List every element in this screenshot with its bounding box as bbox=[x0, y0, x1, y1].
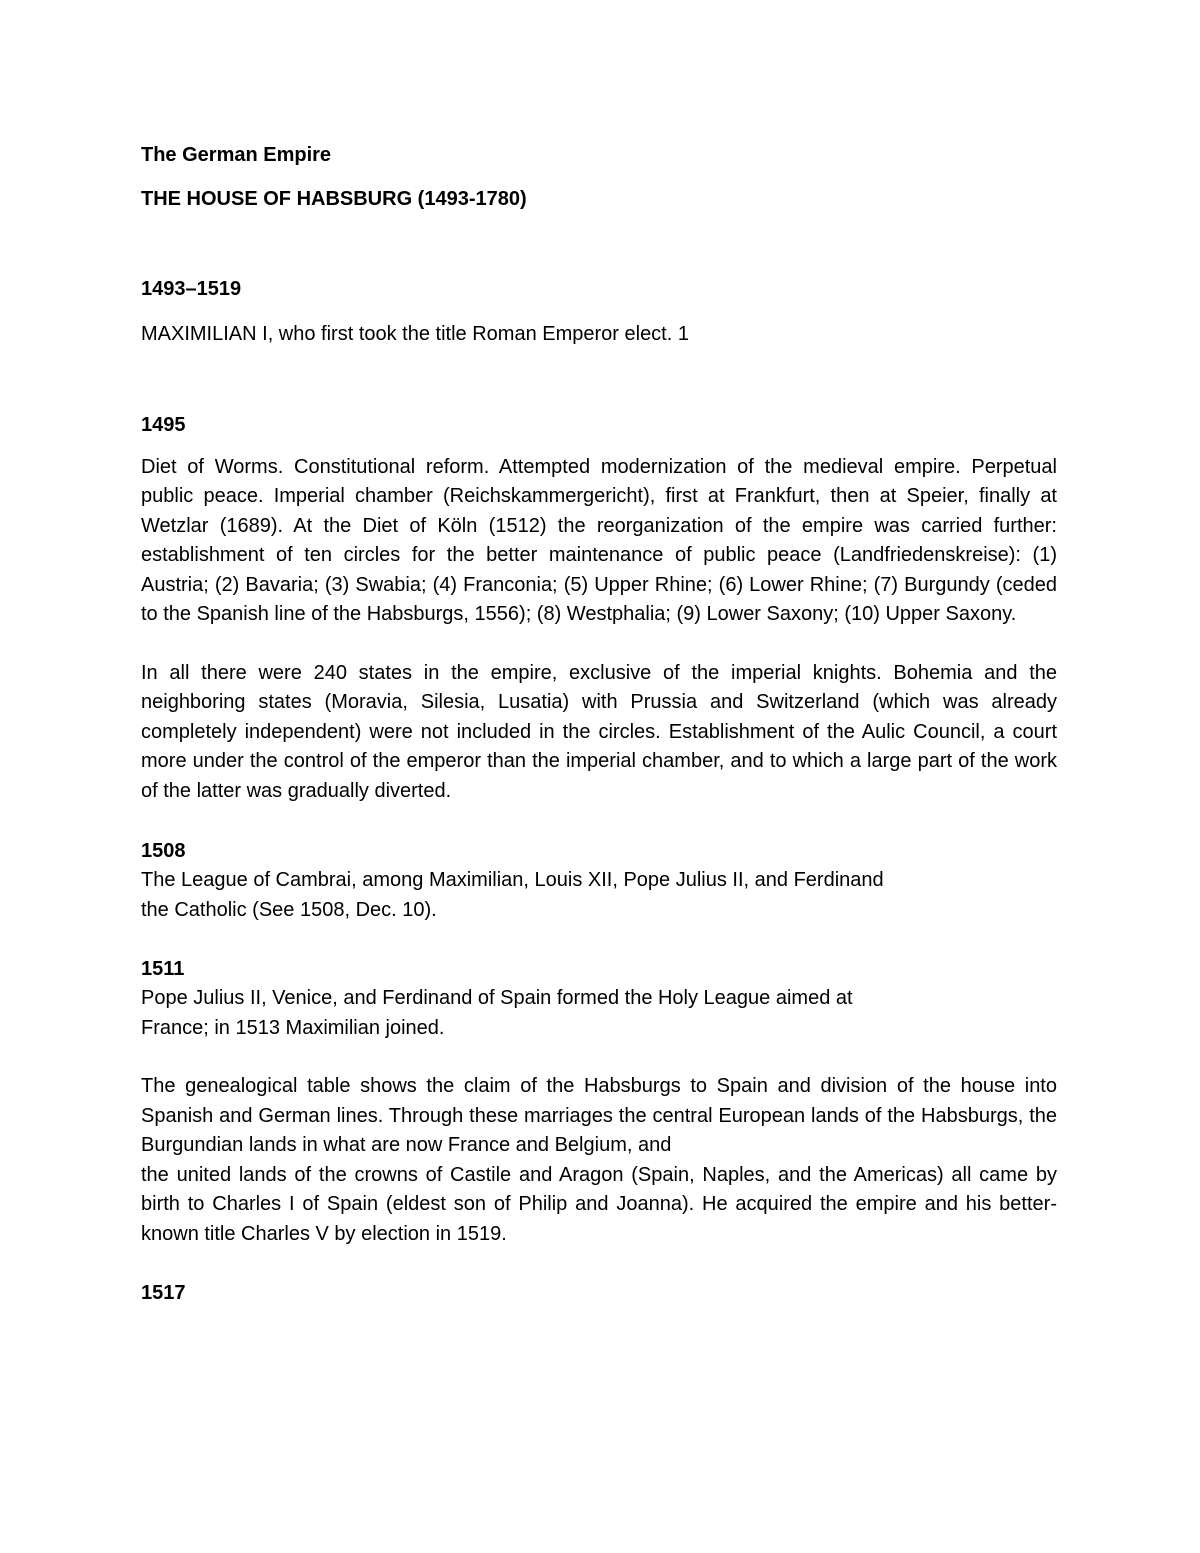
entry-line-1511-2: France; in 1513 Maximilian joined. bbox=[141, 1016, 445, 1039]
entry-year-1495: 1495 bbox=[141, 413, 186, 436]
entry-line-1508-2: the Catholic (See 1508, Dec. 10). bbox=[141, 898, 437, 921]
entry-paragraph-1495-b: In all there were 240 states in the empire, exclusive of the imperial knights. Bohemia and the neighboring states (Moravia, Silesia, Lusatia) with Prussia and Switzerland (which was already completely independent) were not included in the circles. Establishment of the Aulic Council, a court more under the control of the emperor than the imperial chamber, and to which a large part of the work of the latter was gradually diverted. bbox=[141, 661, 1057, 802]
document-page bbox=[141, 140, 1057, 1308]
document-subtitle: THE HOUSE OF HABSBURG (1493-1780) bbox=[141, 188, 527, 210]
document-title: The German Empire bbox=[141, 144, 332, 166]
entry-year-1508: 1508 bbox=[141, 840, 186, 862]
entry-line-1511-1: Pope Julius II, Venice, and Ferdinand of Spain formed the Holy League aimed at bbox=[141, 987, 853, 1009]
entry-year-1517: 1517 bbox=[141, 1282, 186, 1304]
entry-paragraph-1511-b: the united lands of the crowns of Castile and Aragon (Spain, Naples, and the Americas) all came by birth to Charles I of Spain (eldest son of Philip and Joanna). He acquired the empire and his better-known title Charles V by election in 1519. bbox=[141, 1163, 1057, 1245]
entry-year-1511: 1511 bbox=[141, 958, 185, 980]
entry-year-1493: 1493–1519 bbox=[141, 278, 242, 300]
entry-paragraph-1495-a: Diet of Worms. Constitutional reform. Attempted modernization of the medieval empire. Perpetual public peace. Imperial chamber (Reichskammergericht), first at Frankfurt, then at Speier, finally at Wetzlar (1689). At the Diet of Köln (1512) the reorganization of the empire was carried further: establishment of ten circles for the better maintenance of public peace (Landfriedenskreise): (1) Austria; (2) Bavaria; (3) Swabia; (4) Franconia; (5) Upper Rhine; (6) Lower Rhine; (7) Burgundy (ceded to the Spanish line of the Habsburgs, 1556); (8) Westphalia; (9) Lower Saxony; (10) Upper Saxony. bbox=[141, 455, 1057, 625]
entry-text-1508 bbox=[141, 866, 1057, 925]
entry-line-1508-1: The League of Cambrai, among Maximilian, Louis XII, Pope Julius II, and Ferdinand bbox=[141, 869, 884, 891]
entry-paragraph-1511-a: The genealogical table shows the claim of the Habsburgs to Spain and division of the house into Spanish and German lines. Through these marriages the central European lands of the Habsburgs, the Burgundian lands in what are now France and Belgium, and bbox=[141, 1075, 1057, 1156]
entry-text-1511 bbox=[141, 984, 1057, 1043]
entry-text-1493: MAXIMILIAN I, who first took the title Roman Emperor elect. 1 bbox=[141, 323, 689, 345]
